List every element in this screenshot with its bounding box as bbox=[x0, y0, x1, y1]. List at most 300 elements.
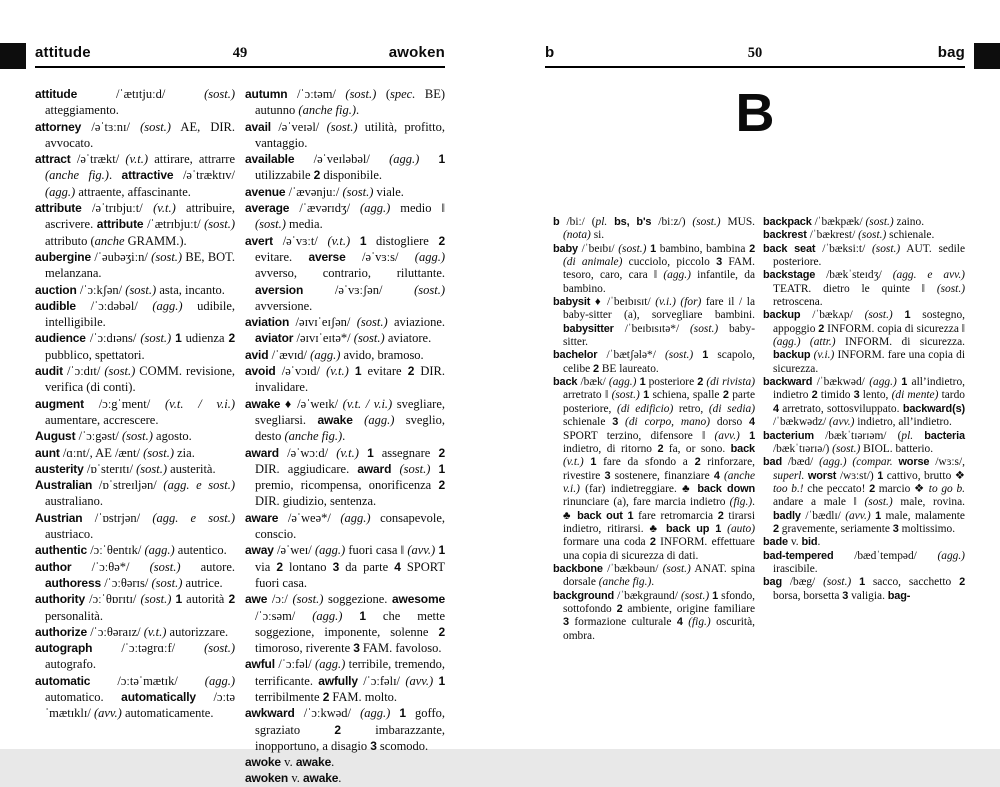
definition-text: /ˈɔːkʃən/ bbox=[79, 282, 126, 297]
column-2 bbox=[245, 86, 446, 786]
definition-text: autore. bbox=[180, 559, 235, 574]
headword: 1 bbox=[643, 389, 650, 402]
headword: available bbox=[245, 152, 314, 167]
definition-text: tirarsi indietro, ritirarsi. ♣ bbox=[563, 509, 755, 535]
dictionary-entry bbox=[35, 624, 235, 640]
column-1 bbox=[553, 216, 755, 746]
definition-text: rinforzare, rivestire bbox=[563, 456, 756, 482]
definition-text: /ˈɔːfəl/ bbox=[278, 657, 316, 672]
headword: back down bbox=[697, 482, 755, 495]
definition-text: FAM. favoloso. bbox=[359, 641, 442, 656]
first-headword-label: b bbox=[545, 44, 555, 61]
grammar-label: (agg. e sost.) bbox=[163, 478, 235, 493]
definition-text: agosto. bbox=[152, 429, 192, 444]
definition-text: posteriore bbox=[645, 376, 698, 389]
headword: awoke bbox=[245, 755, 285, 770]
grammar-label: (di sedia) bbox=[708, 402, 755, 415]
definition-text: consapevole, conscio. bbox=[255, 510, 446, 542]
headword: 3 bbox=[612, 416, 619, 429]
grammar-label: (v.t.) bbox=[125, 152, 149, 167]
definition-text: valigia. bbox=[848, 589, 888, 602]
definition-text: marcio ❖ bbox=[875, 482, 929, 495]
headword: 2 bbox=[407, 364, 415, 379]
headword: 1 bbox=[175, 331, 182, 346]
definition-text: bambino, bambina bbox=[656, 242, 750, 255]
definition-text: aviazione. bbox=[387, 315, 445, 330]
grammar-label: (di rivista) bbox=[703, 376, 755, 389]
definition-text: DIR. invalidare. bbox=[255, 364, 445, 395]
headword: attractive bbox=[121, 168, 183, 183]
headword: background bbox=[553, 589, 618, 602]
definition-text: irascibile. bbox=[773, 562, 818, 575]
definition-text: /bækˈsteɪdʒ/ bbox=[826, 269, 893, 282]
headword: backrest bbox=[763, 229, 810, 242]
text-columns bbox=[553, 216, 965, 746]
dictionary-entry bbox=[35, 640, 235, 673]
headword: backward(s) bbox=[902, 402, 965, 415]
headword: audience bbox=[35, 331, 90, 346]
definition-text: /ˈɔːgəst/ bbox=[78, 429, 123, 444]
definition-text: v. bbox=[284, 755, 296, 770]
dictionary-entry bbox=[35, 119, 235, 152]
grammar-label: (agg.) bbox=[414, 249, 445, 264]
definition-text: atteggiamento. bbox=[45, 103, 119, 118]
headword: backpack bbox=[763, 216, 815, 228]
definition-text: DIR. giudizio, sentenza. bbox=[255, 494, 377, 509]
grammar-label: (v.t.) bbox=[153, 201, 176, 216]
headword: 4 bbox=[676, 616, 683, 629]
headword: 2 bbox=[228, 331, 236, 346]
headword: 1 bbox=[367, 445, 374, 460]
grammar-label: (sost.) bbox=[858, 229, 887, 242]
definition-text: AUT. sedile posteriore. bbox=[773, 242, 966, 269]
grammar-label: (sost.) bbox=[125, 282, 157, 297]
definition-text: andare a male ‖ bbox=[773, 496, 865, 509]
grammar-label: (anche v.i.) bbox=[563, 469, 755, 495]
headword: attribute bbox=[96, 217, 148, 232]
definition-text: via bbox=[255, 559, 277, 574]
definition-text: /ˈbækwədz/ bbox=[773, 416, 829, 429]
definition-text: fa, or sono. bbox=[663, 442, 731, 455]
grammar-label: (anche fig.) bbox=[298, 103, 357, 118]
definition-text: avverso, contrario, riluttante. bbox=[255, 266, 445, 281]
dictionary-entry bbox=[245, 591, 445, 656]
grammar-label: (avv.) bbox=[405, 673, 439, 688]
grammar-label: (sost.) bbox=[662, 562, 691, 575]
headword: averse bbox=[308, 249, 362, 264]
definition-text: disponibile. bbox=[320, 168, 382, 183]
dictionary-entry bbox=[245, 347, 445, 363]
headword: 2 bbox=[593, 362, 599, 375]
definition-text: /ˈbætʃələ*/ bbox=[606, 349, 666, 362]
definition-text: asta, incanto. bbox=[156, 282, 225, 297]
grammar-label: (di animale) bbox=[563, 256, 623, 269]
definition-text: lento, bbox=[859, 389, 892, 402]
definition-text: lontano bbox=[282, 559, 333, 574]
definition-text: ( bbox=[376, 87, 390, 101]
definition-text: sacco, sacchetto bbox=[865, 576, 960, 589]
definition-text: premio, ricompensa, onorificenza bbox=[255, 478, 439, 493]
definition-text: fuori casa ‖ bbox=[345, 543, 408, 558]
definition-text: udienza bbox=[181, 331, 229, 346]
definition-text: male, malamente bbox=[881, 509, 965, 522]
grammar-label: (agg.) (compar. bbox=[819, 456, 899, 469]
definition-text: timoroso, riverente bbox=[255, 641, 354, 656]
dictionary-entry bbox=[763, 430, 965, 457]
definition-text: /əɪvɪˈeɪtə*/ bbox=[296, 331, 354, 346]
definition-text: /bækˈtɪərɪəm/ ( bbox=[825, 429, 902, 442]
headword: 2 bbox=[717, 509, 724, 522]
definition-text: /bædˈtempəd/ bbox=[854, 549, 938, 562]
definition-text: indietro, all’indietro. bbox=[854, 416, 952, 429]
headword: avail bbox=[245, 119, 279, 134]
headword: 2 bbox=[773, 522, 779, 535]
definition-text: formazione culturale bbox=[568, 616, 677, 629]
grammar-label: (sost.) bbox=[692, 216, 721, 228]
dictionary-entry bbox=[245, 754, 445, 770]
headword: 4 bbox=[394, 559, 401, 574]
headword: 1 bbox=[712, 589, 719, 602]
definition-text: formare una coda bbox=[563, 536, 650, 549]
definition-text: /əˈtræktɪv/ bbox=[182, 168, 236, 183]
grammar-label: (di corpo, mano) bbox=[618, 416, 710, 429]
definition-text: fare da sfondo a bbox=[596, 456, 695, 469]
definition-text: /ˈbækʌp/ bbox=[812, 309, 865, 322]
headword: attorney bbox=[35, 119, 92, 134]
headword: automatically bbox=[121, 689, 214, 704]
definition-text: rinunciare (a), fare marcia indietro bbox=[563, 496, 730, 509]
grammar-label: (sost.) bbox=[104, 364, 136, 379]
headword: autograph bbox=[35, 641, 122, 656]
definition-text: infantile, da bambino. bbox=[563, 269, 755, 295]
definition-text: autentico. bbox=[174, 543, 227, 558]
dictionary-entry bbox=[35, 282, 235, 298]
definition-text: si. bbox=[590, 229, 605, 242]
definition-text: . bbox=[356, 103, 360, 118]
grammar-label: (v.t.) bbox=[326, 364, 355, 379]
grammar-label: (di edificio) bbox=[617, 402, 674, 415]
definition-text: imbarazzante, inopportuno, a disagio bbox=[255, 722, 445, 753]
dictionary-entry bbox=[553, 590, 755, 643]
grammar-label: (agg.) bbox=[315, 657, 346, 672]
definition-text: /ˈævənjuː/ bbox=[288, 184, 343, 199]
headword: babysit bbox=[553, 296, 595, 309]
definition-text: ♦ /ˈbeɪbɪsɪt/ bbox=[594, 296, 656, 309]
definition-text: media. bbox=[285, 217, 323, 232]
headword: back seat bbox=[763, 242, 823, 255]
definition-text: /ˈɔːθəraɪz/ bbox=[90, 624, 144, 639]
headword: augment bbox=[35, 396, 99, 411]
grammar-label: (avv.) bbox=[845, 509, 876, 522]
definition-text: fare retromarcia bbox=[633, 509, 718, 522]
grammar-label: (sost.) bbox=[832, 442, 861, 455]
definition-text: zaino. bbox=[893, 216, 925, 228]
headword: 2 bbox=[322, 689, 330, 704]
definition-text: /ɔːˈθɒrɪtɪ/ bbox=[89, 592, 141, 607]
headword: back bbox=[730, 442, 755, 455]
definition-text: /ˈbædlɪ/ bbox=[805, 509, 846, 522]
definition-text: . bbox=[108, 168, 122, 183]
dictionary-entry bbox=[245, 363, 445, 396]
headword: bs, b's bbox=[614, 216, 659, 228]
dictionary-entry bbox=[35, 200, 235, 249]
headword: aversion bbox=[255, 282, 335, 297]
section-letter-B: B bbox=[735, 83, 775, 143]
headword: award bbox=[357, 461, 400, 476]
text-columns bbox=[35, 86, 446, 786]
headword: worst bbox=[807, 469, 840, 482]
headword: 3 bbox=[892, 522, 899, 535]
definition-text: /ˈbækpæk/ bbox=[814, 216, 866, 228]
definition-text: BIOL. batterio. bbox=[860, 442, 934, 455]
definition-text: evitare. bbox=[255, 249, 309, 264]
grammar-label: (agg.) bbox=[312, 608, 360, 623]
grammar-label: (agg.) bbox=[937, 549, 965, 562]
headword: awful bbox=[245, 657, 279, 672]
dictionary-entry bbox=[245, 396, 445, 445]
definition-text: /ˈɔːθə*/ bbox=[91, 559, 150, 574]
first-headword-label: attitude bbox=[35, 44, 91, 61]
definition-text: /ˈbækbəun/ bbox=[607, 562, 663, 575]
definition-text: /əˈvɜːs/ bbox=[361, 249, 415, 264]
headword: authorize bbox=[35, 624, 91, 639]
headword: 1 bbox=[875, 509, 882, 522]
definition-text: che peccato! bbox=[803, 482, 870, 495]
headword: 2 bbox=[869, 482, 876, 495]
dictionary-entry bbox=[245, 770, 445, 786]
headword: 2 bbox=[228, 592, 235, 607]
definition-text: INFORM. fare una copia di sicurezza. bbox=[773, 349, 966, 375]
dictionary-entry bbox=[553, 349, 755, 376]
definition-text: /ˈɔːtəgrɑːf/ bbox=[121, 641, 205, 656]
headword: 1 bbox=[399, 706, 406, 721]
definition-text: soggezione. bbox=[323, 592, 393, 607]
last-headword-label: awoken bbox=[388, 44, 445, 61]
headword: 1 bbox=[438, 673, 446, 688]
definition-text: /ɒˈsterɪtɪ/ bbox=[86, 461, 137, 476]
definition-text: /ˈɔːfəlɪ/ bbox=[363, 673, 406, 688]
dictionary-entry bbox=[35, 428, 235, 444]
definition-text: BE) autunno bbox=[255, 87, 445, 118]
headword: 3 bbox=[604, 469, 611, 482]
headword: 2 bbox=[697, 376, 704, 389]
headword: 1 bbox=[359, 608, 366, 623]
grammar-label: (sost.) bbox=[680, 589, 713, 602]
grammar-label: (anche fig.) bbox=[45, 168, 109, 183]
definition-text: COMM. revisione, verifica (di conti). bbox=[45, 364, 235, 395]
headword: backup bbox=[773, 349, 814, 362]
definition-text: autrice. bbox=[182, 575, 223, 590]
definition-text: sostegno, appoggio bbox=[773, 309, 965, 335]
column-1 bbox=[35, 86, 235, 746]
definition-text: udibile, intelligibile. bbox=[45, 298, 235, 330]
grammar-label: superl. bbox=[773, 469, 808, 482]
definition-text: automatico. bbox=[45, 689, 122, 704]
grammar-label: (agg.) bbox=[152, 298, 183, 313]
grammar-label: (v.t. / v.i.) bbox=[342, 396, 393, 411]
headword: 2 bbox=[818, 322, 825, 335]
grammar-label: to go b. bbox=[928, 482, 965, 495]
grammar-label: (sost.) bbox=[136, 461, 168, 476]
dictionary-entry bbox=[553, 296, 755, 349]
definition-text: svegliare, svegliarsi. bbox=[255, 396, 445, 427]
definition-text: male, rovina. bbox=[892, 496, 965, 509]
grammar-label: (auto) bbox=[721, 522, 756, 535]
definition-text: arretrato ‖ bbox=[563, 389, 612, 402]
definition-text: borsa, borsetta bbox=[773, 589, 843, 602]
headword: bade bbox=[763, 536, 791, 549]
headword: aubergine bbox=[35, 249, 95, 264]
headword: 1 bbox=[590, 456, 597, 469]
definition-text: attirare, attrarre bbox=[148, 152, 235, 167]
definition-text: /ˈɔːθərɪs/ bbox=[104, 575, 152, 590]
headword: b bbox=[553, 216, 567, 228]
headword: backstage bbox=[763, 269, 827, 282]
headword: 2 bbox=[749, 242, 755, 255]
headword: 1 bbox=[904, 309, 911, 322]
grammar-label: (v.t.) bbox=[336, 445, 368, 460]
definition-text: autografo. bbox=[45, 657, 97, 672]
headword: backbone bbox=[553, 562, 608, 575]
definition-text: terribilmente bbox=[255, 689, 323, 704]
definition-text: timido bbox=[817, 389, 854, 402]
definition-text: AE, DIR. avvocato. bbox=[45, 119, 235, 150]
grammar-label: (sost.) bbox=[864, 496, 893, 509]
grammar-label: (v.t.) bbox=[143, 624, 167, 639]
definition-text: /ˈbækwəd/ bbox=[816, 376, 870, 389]
thumb-index-tab-right bbox=[974, 43, 1000, 69]
dictionary-entry bbox=[763, 576, 965, 603]
headword: automatic bbox=[35, 673, 118, 688]
headword: 1 bbox=[175, 592, 183, 607]
grammar-label: (v.i.) (for) bbox=[655, 296, 702, 309]
grammar-label: (agg.) (attr.) bbox=[773, 336, 836, 349]
grammar-label: (sost.) bbox=[353, 331, 385, 346]
definition-text: attraente, affascinante. bbox=[75, 184, 191, 199]
definition-text: /ˈɔːkwəd/ bbox=[303, 706, 361, 721]
definition-text: . ♣ bbox=[563, 496, 755, 522]
definition-text: aumentare, accrescere. bbox=[45, 412, 159, 427]
definition-text: indietro, di ritorno bbox=[563, 442, 658, 455]
dictionary-entry bbox=[245, 86, 445, 119]
headword: worse bbox=[898, 456, 936, 469]
definition-text: /ɒˈstreɪljən/ bbox=[98, 478, 164, 493]
grammar-label: (nota) bbox=[563, 229, 591, 242]
definition-text: attribuire, ascrivere. bbox=[45, 201, 235, 232]
headword: attribute bbox=[35, 201, 93, 216]
headword: away bbox=[245, 543, 278, 558]
definition-text: utilità, profitto, vantaggio. bbox=[255, 119, 446, 150]
grammar-label: (agg.) bbox=[608, 376, 640, 389]
definition-text: /ˈɔːdɪt/ bbox=[67, 364, 105, 379]
grammar-label: (sost.) bbox=[204, 641, 235, 656]
grammar-label: (sost.) bbox=[255, 217, 286, 232]
grammar-label: anche bbox=[94, 233, 125, 248]
dictionary-entry bbox=[553, 243, 755, 296]
grammar-label: (sost.) bbox=[140, 592, 176, 607]
headword: bad-tempered bbox=[763, 549, 855, 562]
headword: back up 1 bbox=[665, 522, 722, 535]
definition-text: /əˈweə*/ bbox=[287, 510, 341, 525]
headword: bacteria bbox=[924, 429, 965, 442]
headword: 3 bbox=[842, 589, 849, 602]
headword: 2 bbox=[438, 478, 445, 493]
headword: awfully bbox=[318, 673, 364, 688]
grammar-label: (sost.) bbox=[356, 315, 388, 330]
definition-text: terribile, tremendo, terrificante. bbox=[255, 657, 445, 688]
headword: 3 bbox=[563, 616, 569, 629]
headword: attitude bbox=[35, 87, 116, 101]
definition-text: fare il / la baby-sitter (a), sorvegliare bambini. bbox=[563, 296, 755, 322]
definition-text: sfondo, sottofondo bbox=[563, 589, 755, 615]
definition-text: sostenere, finanziare bbox=[610, 469, 714, 482]
dictionary-entry bbox=[35, 461, 235, 477]
dictionary-entry bbox=[35, 542, 235, 558]
definition-text: (far) indietreggiare. ♣ bbox=[579, 482, 698, 495]
definition-text: distogliere bbox=[366, 233, 439, 248]
definition-text: /bæd/ bbox=[787, 456, 820, 469]
column-2 bbox=[763, 216, 965, 746]
headword: bad bbox=[763, 456, 788, 469]
definition-text: scapolo, celibe bbox=[563, 349, 755, 375]
definition-text: sveglio, desto bbox=[255, 412, 445, 444]
dictionary-entry bbox=[245, 200, 445, 233]
dictionary-entry bbox=[35, 477, 235, 510]
headword: Australian bbox=[35, 478, 99, 493]
grammar-label: pl. bbox=[595, 216, 615, 228]
headword: 2 bbox=[811, 389, 818, 402]
grammar-label: (sost.) bbox=[326, 119, 358, 134]
definition-text: retro, bbox=[673, 402, 709, 415]
definition-text: . bbox=[651, 576, 655, 589]
dictionary-entry bbox=[553, 563, 755, 590]
definition-text: /ɔːtəˈmætɪklɪ/ bbox=[45, 689, 235, 721]
grammar-label: (avv.) bbox=[93, 706, 122, 721]
headword: 2 bbox=[959, 576, 966, 589]
headword: 1 bbox=[438, 152, 445, 167]
definition-text: /ˈɒstrjən/ bbox=[94, 510, 153, 525]
grammar-label: (sost.) bbox=[204, 217, 235, 232]
definition-text: /əˈveɪləbəl/ bbox=[313, 152, 390, 167]
definition-text: /əˈvɜːʃən/ bbox=[334, 282, 415, 297]
definition-text: all’indietro, indietro bbox=[773, 376, 965, 402]
headword: aviation bbox=[245, 315, 296, 330]
headword: 3 bbox=[332, 559, 340, 574]
headword: 2 bbox=[694, 456, 701, 469]
definition-text: /əˈwɔːd/ bbox=[287, 445, 337, 460]
definition-text: /əˈvɔɪd/ bbox=[281, 364, 327, 379]
definition-text: australiano. bbox=[45, 494, 103, 509]
headword: austerity bbox=[35, 461, 87, 476]
definition-text: /əˈtrækt/ bbox=[76, 152, 126, 167]
definition-text: /ˈbeɪbɪ/ bbox=[581, 242, 619, 255]
headword: babysitter bbox=[563, 322, 625, 335]
grammar-label: (agg.) bbox=[314, 543, 346, 558]
dictionary-entry bbox=[245, 542, 445, 591]
definition-text: ANAT. spina dorsale bbox=[563, 562, 756, 589]
dictionary-entry bbox=[35, 396, 235, 429]
headword: aware bbox=[245, 510, 288, 525]
definition-text: avido, bramoso. bbox=[340, 347, 424, 362]
grammar-label: (fig.) bbox=[682, 616, 711, 629]
headword: 1 bbox=[749, 429, 755, 442]
definition-text: scomodo. bbox=[376, 738, 429, 753]
dictionary-entry bbox=[35, 151, 235, 200]
dictionary-entry bbox=[763, 243, 965, 270]
definition-text: austriaco. bbox=[45, 527, 94, 542]
definition-text: oscurità, ombra. bbox=[563, 616, 755, 642]
grammar-label: too b.! bbox=[773, 482, 804, 495]
